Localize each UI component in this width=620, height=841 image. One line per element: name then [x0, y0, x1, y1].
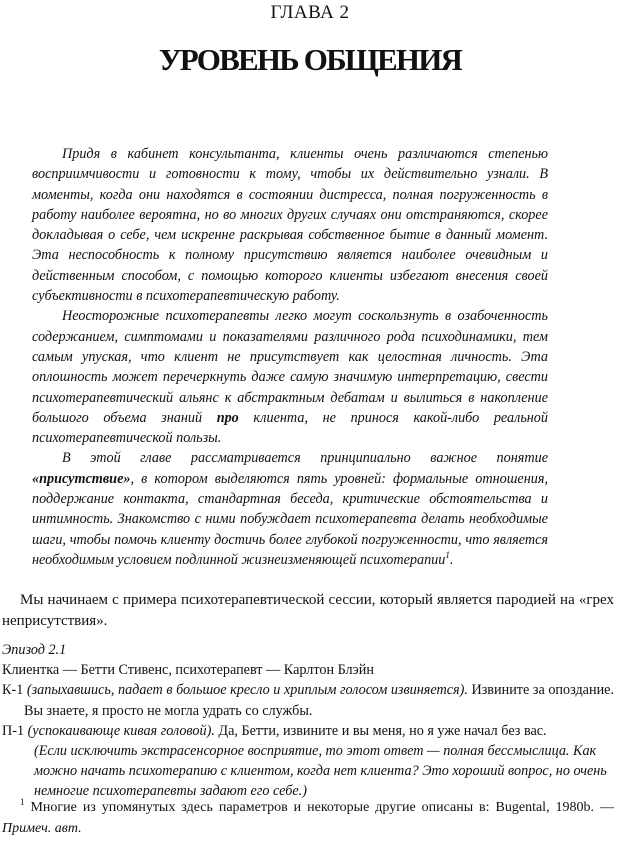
dialog-turn-p1 [2, 721, 614, 741]
abstract-p3-text-end: . [449, 551, 454, 568]
abstract-p2-text-end: клиента, не принося какой-либо реальной психотерапевтической пользы. [32, 409, 548, 447]
footnote [2, 797, 614, 839]
speech-text: Извините за опоздание. Вы знаете, я просто не могла удрать со службы. [24, 682, 615, 719]
episode-participants: Клиентка — Бетти Стивенс, психотерапевт — Карлтон Блэйн [2, 662, 374, 679]
abstract-paragraph-2 [32, 306, 548, 448]
footnote-tail: Примеч. авт. [2, 821, 82, 836]
abstract-p3-text: В этой главе рассматривается принципиально важное понятие [62, 450, 548, 467]
chapter-label: ГЛАВА 2 [270, 2, 350, 23]
dialog-turn-k1 [2, 680, 614, 720]
footnote-reference[interactable]: 1 [445, 549, 450, 560]
stage-direction: (успокаивающе кивая головой). [27, 722, 215, 739]
intro-paragraph: Мы начинаем с примера психотерапевтической сессии, который является пародией на «грех неприсутствия». [2, 592, 614, 629]
author-comment: (Если исключить экстрасенсорное восприятие, то этот ответ — полная бессмыслица. Как можно начать психотерапию с клиентом, когда нет клиента? Это хороший вопрос, но очень немногие психотерапевты задают его себе.) [34, 743, 607, 800]
abstract-p3-bold: «присутствие» [32, 470, 131, 487]
speaker-tag: К-1 [2, 682, 27, 699]
speech-text: Да, Бетти, извините и вы меня, но я уже начал без вас. [214, 722, 547, 739]
main-text [2, 590, 614, 632]
chapter-title: УРОВЕНЬ ОБЩЕНИЯ [158, 42, 462, 77]
episode-block [2, 640, 614, 802]
abstract-p2-bold: про [216, 409, 239, 426]
abstract-p2-text: Неосторожные психотерапевты легко могут соскользнуть в озабоченность содержанием, симптомами и показателями различного рода психодинамики, тем самым упуская, что клиент не присутствует как целостная личность. Эта оплошность может перечеркнуть даже самую значимую интерпретацию, свести психотерапевтический альянс к абстрактным дебатам и вылиться в накопление большого объема знаний [32, 308, 548, 426]
episode-label: Эпизод 2.1 [2, 642, 67, 658]
footnote-text [2, 797, 614, 839]
abstract-paragraph-1: Придя в кабинет консультанта, клиенты очень различаются степенью восприимчивости и готовности к тому, чтобы их действительно узнали. В моменты, когда они находятся в состоянии дистресса, полная погруженность в работу наиболее вероятна, но во многих других случаях они отстраняются, скорее докладывая о себе, чем искренне раскрывая собственное бытие в данный момент. Эта неспособность к полному присутствию является наиболее очевидным и действенным способом, с помощью которого клиенты избегают внесения своей субъективности в психотерапевтическую работу. [32, 146, 548, 305]
footnote-marker: 1 [20, 797, 25, 807]
speaker-tag: П-1 [2, 722, 28, 739]
footnote-body: Многие из упомянутых здесь параметров и некоторые другие описаны в: Bugental, 1980b. — [24, 800, 614, 815]
abstract-paragraph-3 [32, 448, 548, 570]
abstract-p3-text-mid: , в котором выделяются пять уровней: формальные отношения, поддержание контакта, стандартная беседа, критические обстоятельства и интимность. Знакомство с ними побуждает психотерапевта делать необходимые шаги, чтобы помочь клиенту достичь более глубокой погруженности, что является необходимым условием подлинной жизнеизменяющей психотерапии [32, 470, 548, 568]
chapter-abstract [32, 144, 548, 570]
stage-direction: (запыхавшись, падает в большое кресло и хриплым голосом извиняется). [26, 682, 468, 699]
